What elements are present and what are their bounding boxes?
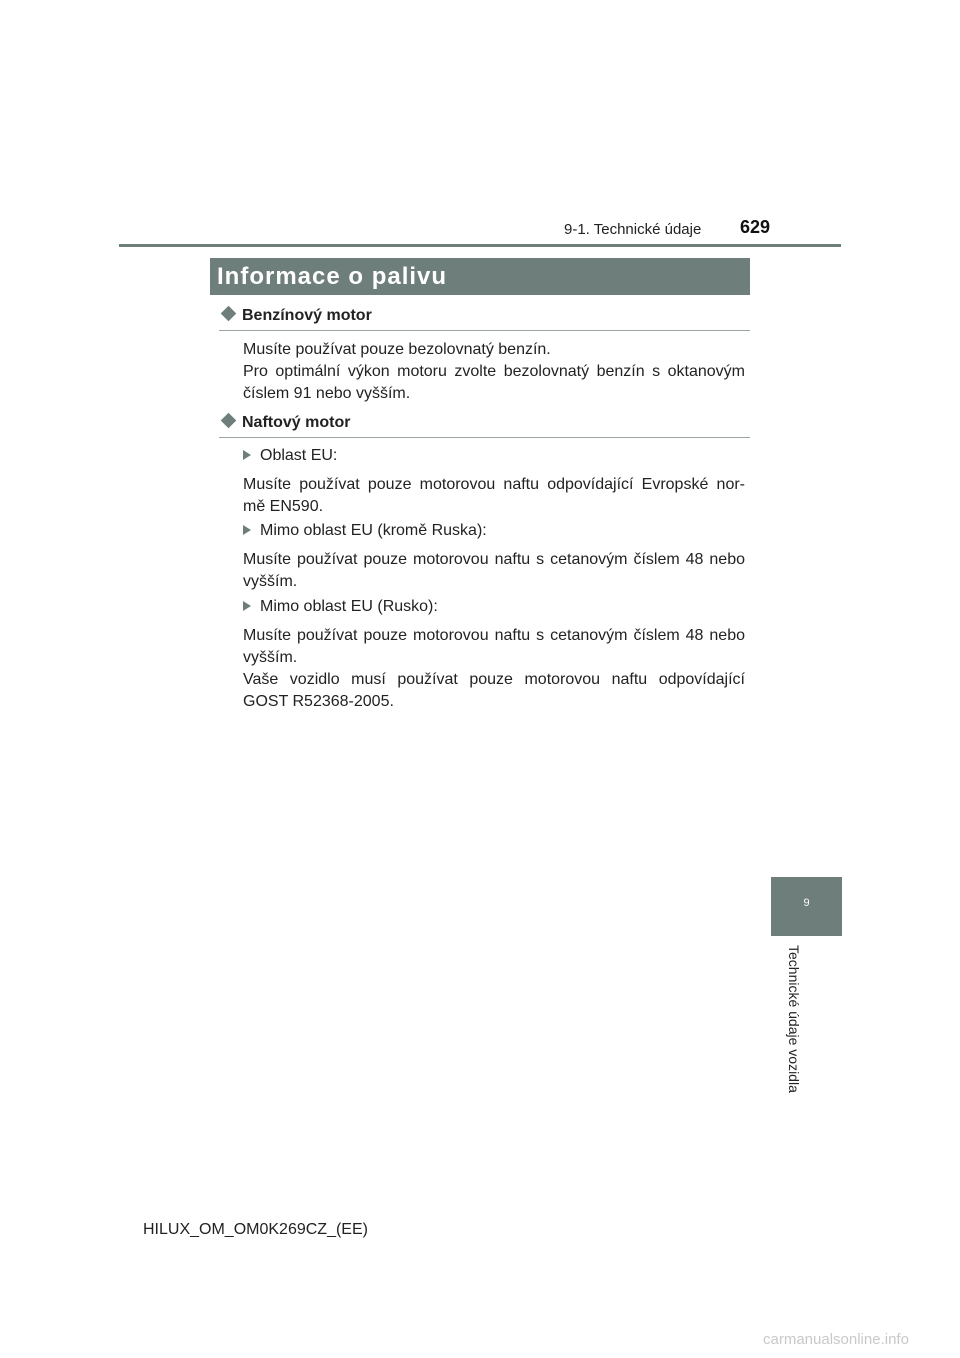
running-header-section: 9-1. Technické údaje <box>564 221 702 238</box>
gasoline-text <box>243 339 745 405</box>
triangle-bullet-icon <box>243 450 251 460</box>
diamond-icon <box>221 413 237 429</box>
triangle-bullet-icon <box>243 525 251 535</box>
diesel-heading-text: Naftový motor <box>242 414 351 431</box>
triangle-bullet-icon <box>243 601 251 611</box>
header-rule <box>119 244 841 247</box>
diesel-heading-rule <box>219 437 750 438</box>
region-russia-text: Musíte používat pouze motorovou naftu s cetanovým číslem 48 nebo vyšším. Vaše vozidlo musí používat pouze motorovou naftu odpovídající GOST R52368-2005. <box>243 627 745 710</box>
gasoline-heading-text: Benzínový motor <box>242 307 372 324</box>
chapter-label: Technické údaje vozidla <box>786 945 802 1093</box>
footer-code: HILUX_OM_OM0K269CZ_(EE) <box>143 1221 368 1238</box>
gasoline-heading-rule <box>219 330 750 331</box>
region-non-eu-label: Mimo oblast EU (kromě Ruska): <box>243 522 487 540</box>
watermark: carmanualsonline.info <box>763 1331 909 1348</box>
chapter-tab: 9 <box>771 877 842 936</box>
diesel-heading <box>219 414 750 432</box>
gasoline-line-1: Musíte používat pouze bezolovnatý benzín. <box>243 341 551 358</box>
region-non-eu-text: Musíte používat pouze motorovou naftu s cetanovým číslem 48 nebo vyšším. <box>243 551 745 590</box>
page-number: 629 <box>740 217 771 237</box>
region-eu-text: Musíte používat pouze motorovou naftu odpovídající Evropské nor- mě EN590. <box>243 476 745 515</box>
gasoline-heading <box>219 307 750 325</box>
gasoline-line-2: Pro optimální výkon motoru zvolte bezolovnatý benzín s oktanovým číslem 91 nebo vyšším. <box>243 363 745 402</box>
region-russia-label: Mimo oblast EU (Rusko): <box>243 598 438 616</box>
diamond-icon <box>221 306 237 322</box>
page-title: Informace o palivu <box>210 258 750 295</box>
region-eu-label: Oblast EU: <box>243 447 337 465</box>
